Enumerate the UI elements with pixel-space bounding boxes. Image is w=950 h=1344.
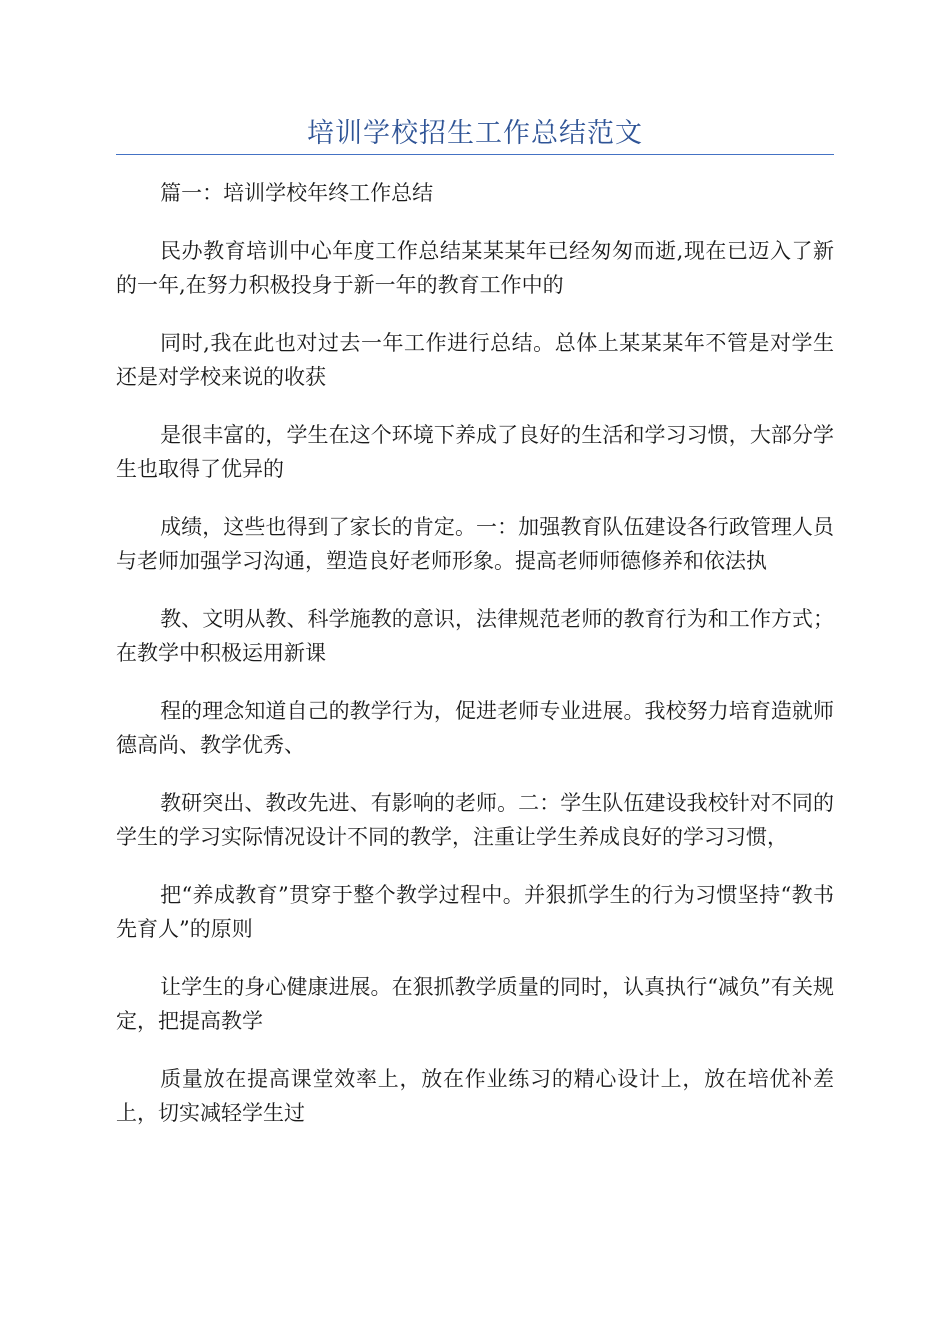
document-body — [116, 176, 834, 1154]
body-paragraph: 程的理念知道自己的教学行为，促进老师专业进展。我校努力培育造就师德高尚、教学优秀、 — [116, 699, 834, 757]
body-paragraph: 是很丰富的，学生在这个环境下养成了良好的生活和学习习惯，大部分学生也取得了优异的 — [116, 423, 834, 481]
body-paragraph: 同时,我在此也对过去一年工作进行总结。总体上某某某年不管是对学生还是对学校来说的收获 — [116, 331, 834, 389]
body-paragraph: 教、文明从教、科学施教的意识，法律规范老师的教育行为和工作方式；在教学中积极运用新课 — [116, 607, 834, 665]
document-title: 培训学校招生工作总结范文 — [307, 118, 643, 149]
body-paragraph: 成绩，这些也得到了家长的肯定。一：加强教育队伍建设各行政管理人员与老师加强学习沟通，塑造良好老师形象。提高老师师德修养和依法执 — [116, 515, 834, 573]
title-underline — [116, 154, 834, 155]
body-paragraph: 民办教育培训中心年度工作总结某某某年已经匆匆而逝,现在已迈入了新的一年,在努力积极投身于新一年的教育工作中的 — [116, 239, 834, 297]
body-paragraph: 让学生的身心健康进展。在狠抓教学质量的同时，认真执行“减负”有关规定，把提高教学 — [116, 975, 834, 1033]
section-heading: 篇一：培训学校年终工作总结 — [160, 181, 434, 205]
body-paragraph: 把“养成教育”贯穿于整个教学过程中。并狠抓学生的行为习惯坚持“教书先育人”的原则 — [116, 883, 834, 941]
body-paragraph: 教研突出、教改先进、有影响的老师。二：学生队伍建设我校针对不同的学生的学习实际情况设计不同的教学，注重让学生养成良好的学习习惯， — [116, 791, 834, 849]
body-paragraph: 质量放在提高课堂效率上，放在作业练习的精心设计上，放在培优补差上，切实减轻学生过 — [116, 1067, 834, 1125]
